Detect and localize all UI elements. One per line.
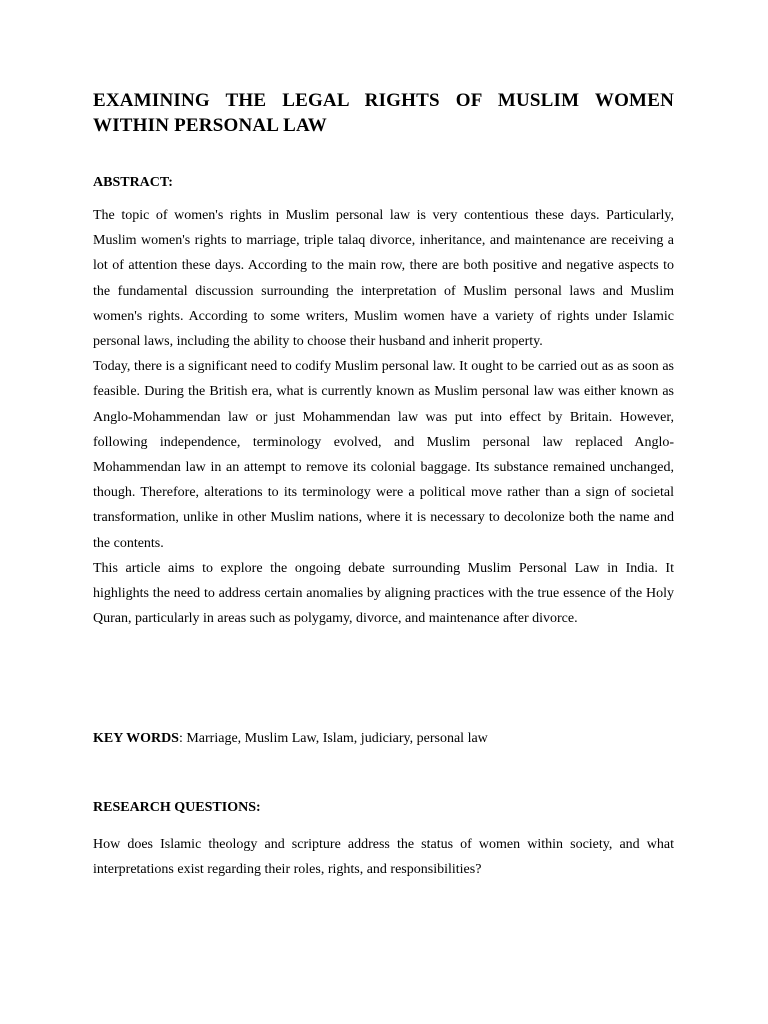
keywords-list: : Marriage, Muslim Law, Islam, judiciary, personal law: [178, 731, 488, 746]
document-title: EXAMINING THE LEGAL RIGHTS OF MUSLIM WOMEN WITHIN PERSONAL LAW: [93, 90, 674, 136]
keywords-line: [93, 729, 674, 749]
abstract-paragraph-2: Today, there is a significant need to codify Muslim personal law. It ought to be carried out as as soon as feasible. During the British era, what is currently known as Muslim personal law was either known as Anglo-Mohammendan law or just Mohammendan law was put into effect by Britain. However, following independence, terminology evolved, and Muslim personal law replaced Anglo-Mohammendan law in an attempt to remove its colonial baggage. Its substance remained unchanged, though. Therefore, alterations to its terminology were a political move rather than a sign of societal transformation, unlike in other Muslim nations, where it is necessary to decolonize both the name and the contents.: [93, 359, 674, 551]
keywords-label: KEY WORDS: [93, 731, 179, 746]
research-question-paragraph: How does Islamic theology and scripture address the status of women within society, and what interpretations exist regarding their roles, rights, and responsibilities?: [93, 837, 674, 878]
research-questions-heading: RESEARCH QUESTIONS:: [93, 800, 261, 815]
abstract-body: [93, 203, 674, 631]
abstract-heading: ABSTRACT:: [93, 175, 173, 190]
abstract-paragraph-3: This article aims to explore the ongoing debate surrounding Muslim Personal Law in India. It highlights the need to address certain anomalies by aligning practices with the true essence of the Holy Quran, particularly in areas such as polygamy, divorce, and maintenance after divorce.: [93, 560, 674, 627]
abstract-paragraph-1: The topic of women's rights in Muslim personal law is very contentious these days. Particularly, Muslim women's rights to marriage, triple talaq divorce, inheritance, and maintenance are receiving a lot of attention these days. According to the main row, there are both positive and negative aspects to the fundamental discussion surrounding the interpretation of Muslim personal laws and Muslim women's rights. According to some writers, Muslim women have a variety of rights under Islamic personal laws, including the ability to choose their husband and inherit property.: [93, 208, 674, 350]
